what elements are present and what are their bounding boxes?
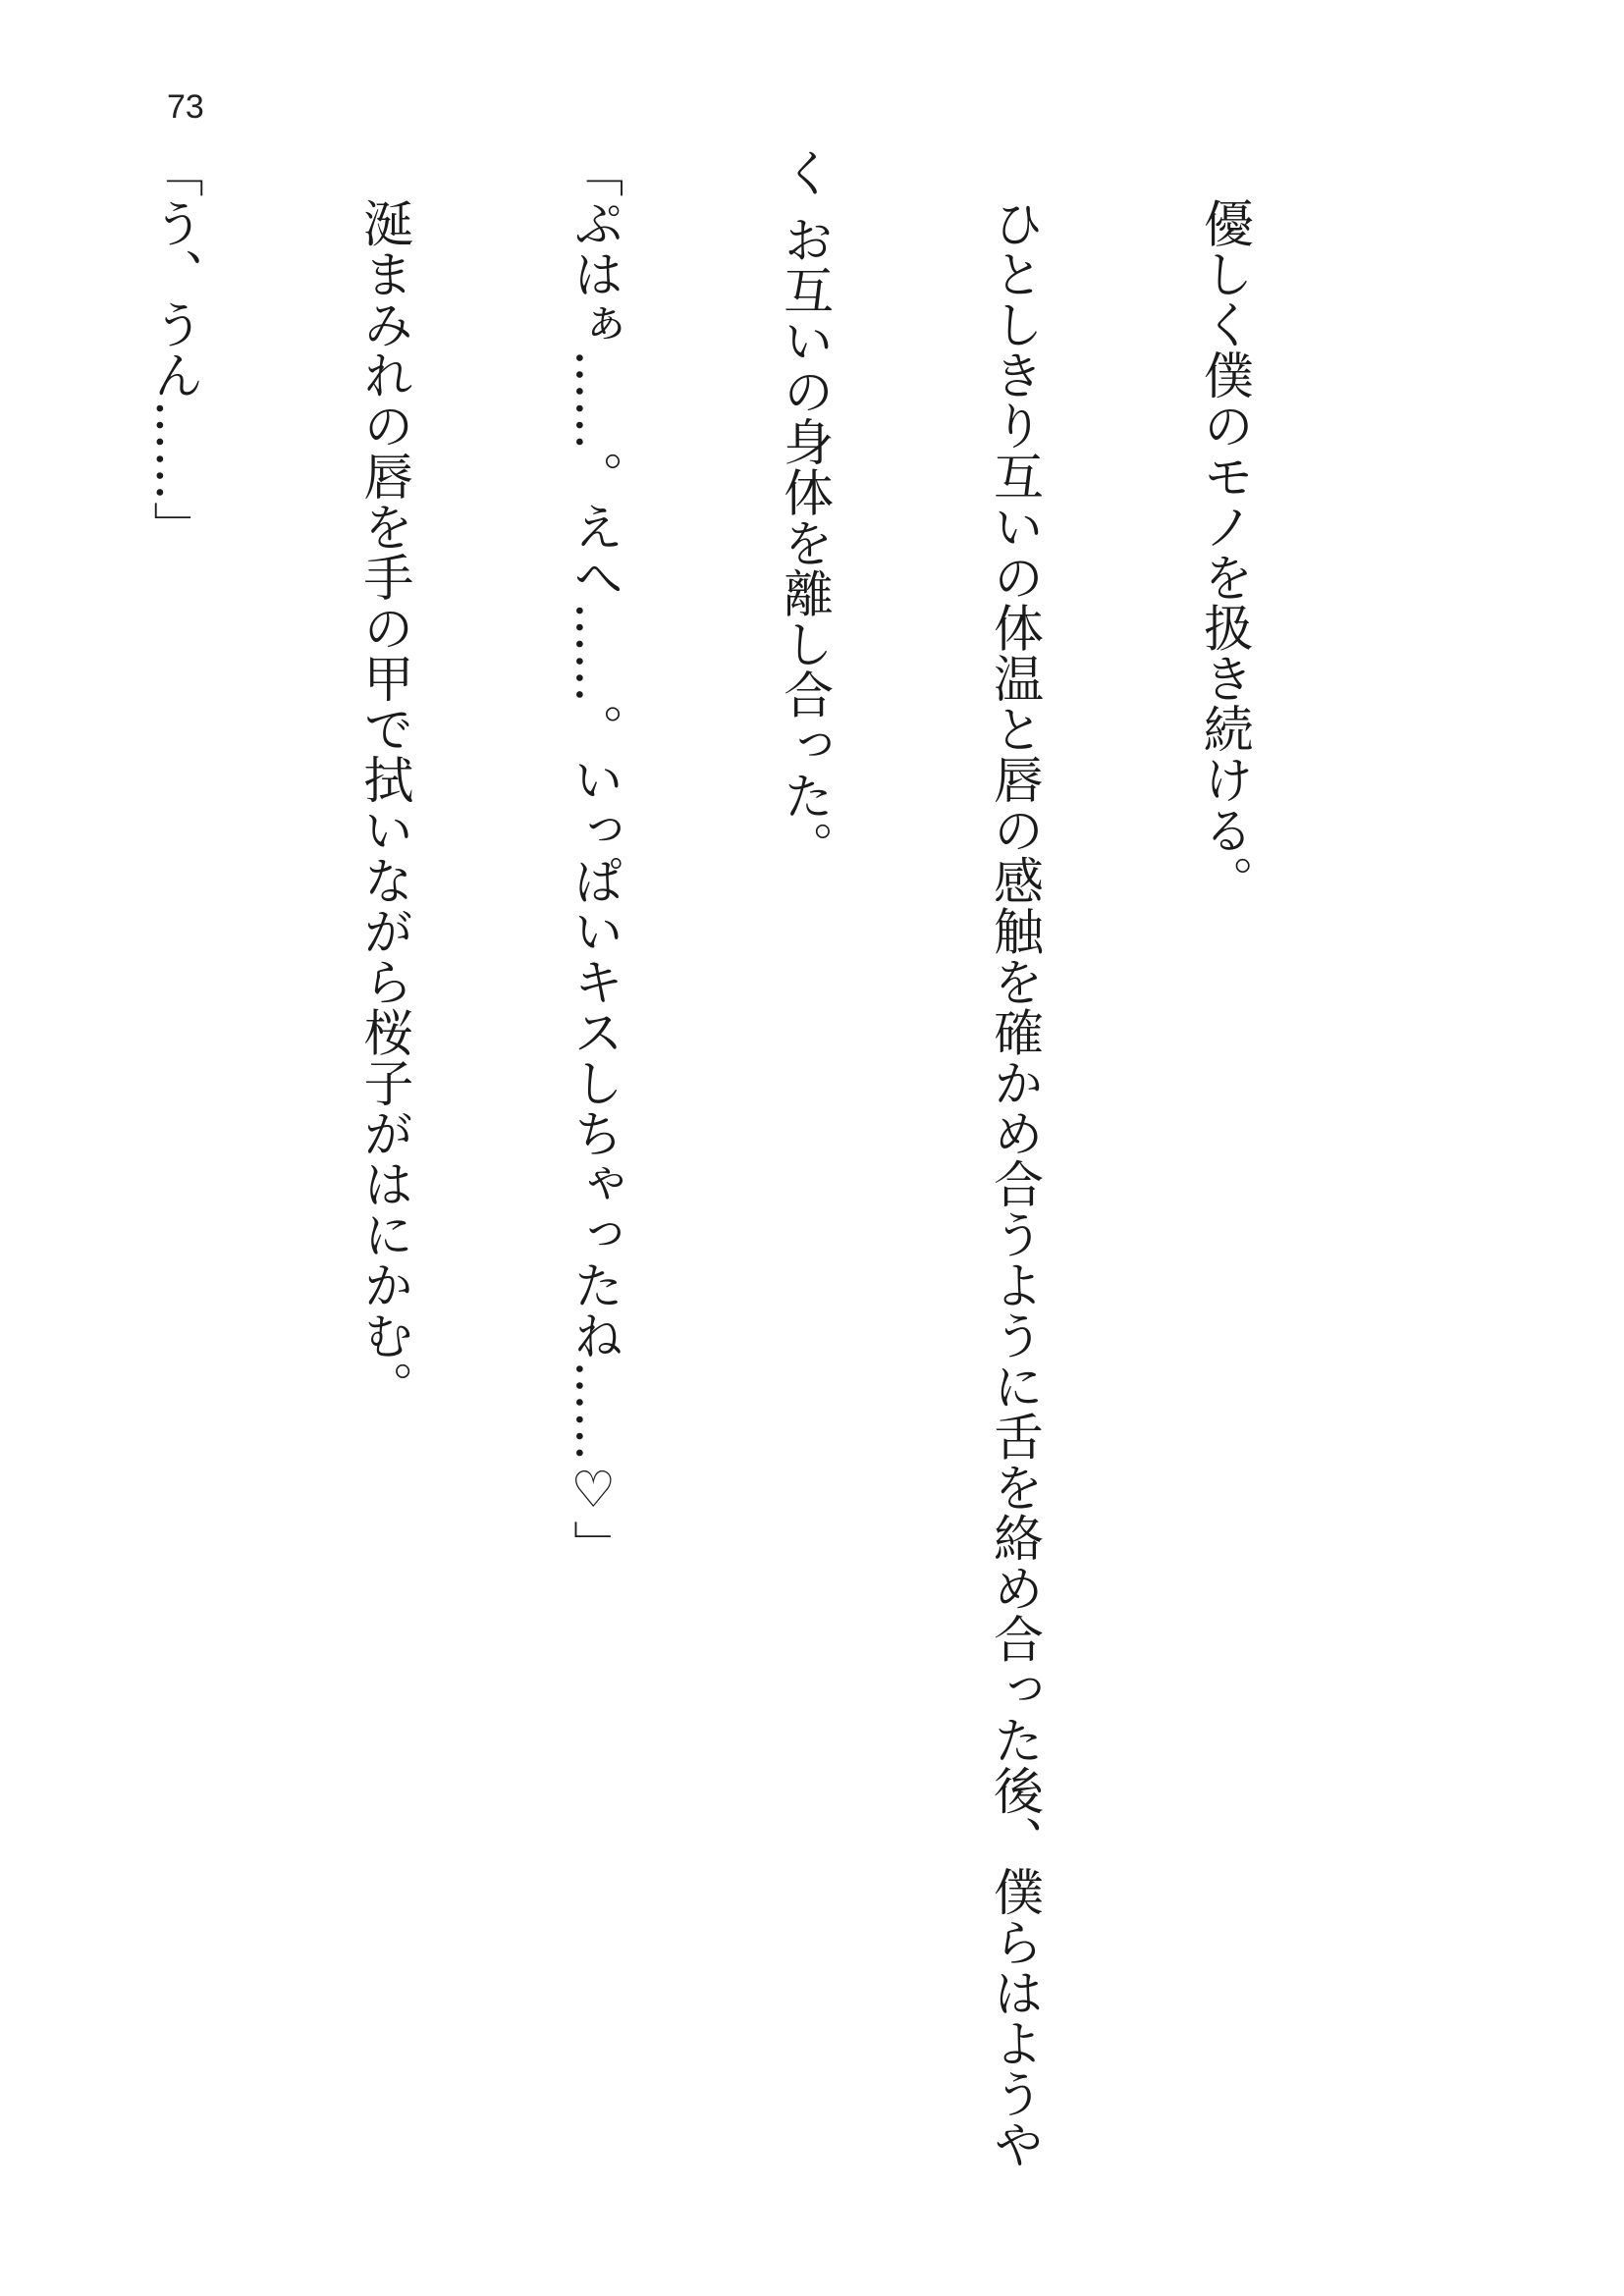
text-line: ひとしきり互いの体温と唇の感触を確かめ合うように舌を絡め合った後、僕らはようや xyxy=(984,147,1043,2169)
page-number: 73 xyxy=(167,88,204,126)
text-line: 「う、うん……」 xyxy=(143,147,202,552)
text-line: 「ぷはぁ……。えへ……。いっぱいキスしちゃったね……♡」 xyxy=(564,147,623,1571)
text-line: 優しく僕のモノを扱き続ける。 xyxy=(1194,147,1253,906)
body-text xyxy=(0,147,1398,2189)
text-line: く お互いの身体を離し合った。 xyxy=(774,147,833,872)
text-line: 涎まみれの唇を手の甲で拭いながら桜子がはにかむ。 xyxy=(353,147,412,1412)
